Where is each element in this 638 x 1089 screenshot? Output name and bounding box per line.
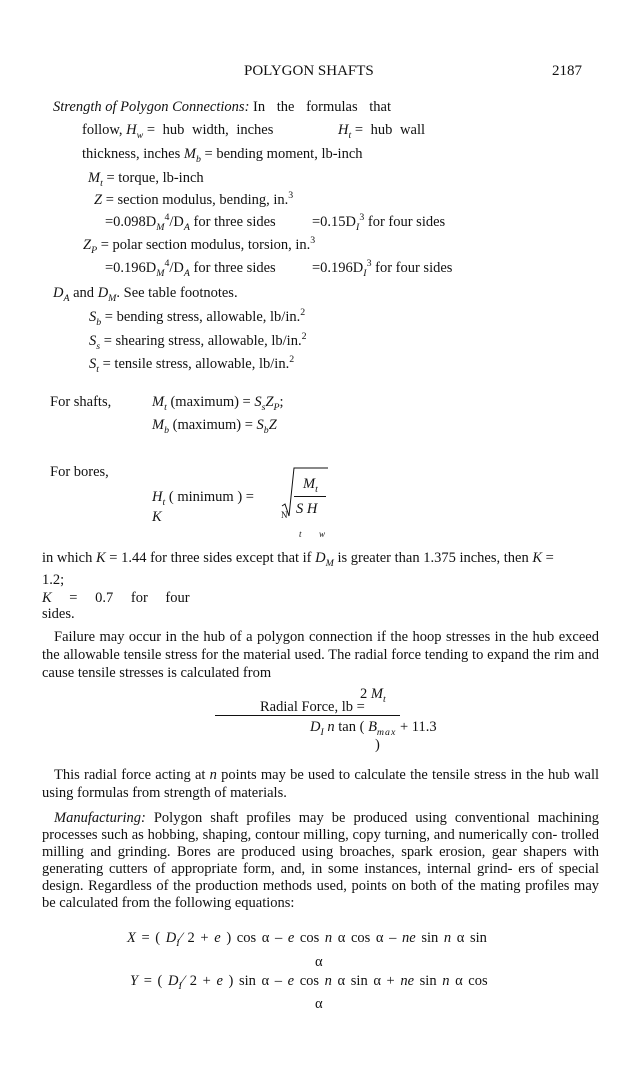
section-modulus-formula-four: $=0.15D_I^3$ for four sides — [312, 212, 446, 233]
strength-heading: Strength of Polygon Connections: — [53, 99, 250, 115]
polar-modulus-formula-four: $=0.196D_I^3$ for four sides — [312, 258, 453, 279]
radial-numerator: 2 $M_t$ — [360, 686, 386, 705]
bores-den-sub-w: w — [319, 529, 326, 539]
bending-stress-line: $S_b$ = bending stress, allowable, lb/in.$^2$ — [89, 307, 306, 328]
shafts-bending-formula: $M_b$ (maximum) = $S_bZ$ — [152, 417, 277, 436]
equation-y: Y = ( $D_I⁄$ 2 + e ) sin α – e cos n α sin α + ne sin n α cos — [130, 973, 488, 992]
k-factor-line: in which K = 1.44 for three sides except that if $D_M$ is greater than 1.375 inches, then K = — [42, 550, 554, 569]
root-index: N — [281, 510, 288, 520]
equation-y-alpha: α — [315, 996, 323, 1012]
tensile-stress-line: $S_t$ = tensile stress, allowable, lb/in.$^2$ — [89, 354, 295, 375]
diameters-line: $D_A$ and $D_M$. See table footnotes. — [53, 285, 238, 304]
section-modulus-line: Z = section modulus, bending, in.$^3$ — [94, 190, 294, 208]
page-number: 2187 — [552, 63, 582, 79]
bores-den-sub-t: t — [299, 529, 302, 539]
shearing-stress-line: $S_s$ = shearing stress, allowable, lb/in.$^2$ — [89, 331, 307, 352]
bores-k: K — [152, 509, 162, 525]
bores-numerator: $M_t$ — [303, 476, 318, 495]
bores-fraction-bar — [294, 496, 326, 497]
strength-heading-line: Strength of Polygon Connections: In the formulas that — [53, 99, 391, 115]
shafts-label: For shafts, — [50, 394, 112, 410]
bores-label: For bores, — [50, 464, 109, 480]
section-modulus-formula-three: $=0.098D_M^4/D_A$ for three sides — [105, 212, 276, 233]
radial-force-label: Radial Force, lb = — [260, 699, 365, 715]
equation-x-alpha: α — [315, 954, 323, 970]
torque-line: $M_t$ = torque, lb-inch — [88, 170, 204, 189]
polar-modulus-formula-three: $=0.196D_M^4/D_A$ for three sides — [105, 258, 276, 279]
shafts-torque-formula: $M_t$ (maximum) = $S_sZ_P$; — [152, 394, 284, 413]
radial-fraction-bar — [215, 715, 400, 716]
bores-denominator: S H — [296, 501, 318, 517]
k-four-sides-line: K = 0.7 for four — [42, 590, 190, 606]
running-header: POLYGON SHAFTS — [244, 63, 374, 79]
hub-wall-line: $H_t$ = hub wall — [338, 122, 426, 141]
k-sides-word: sides. — [42, 606, 75, 622]
polar-modulus-line: $Z_P$ = polar section modulus, torsion, in.$^3$ — [83, 235, 316, 256]
hub-width-line: follow, $H_w$ = hub width, inches — [82, 122, 274, 141]
bores-lhs: $H_t$ ( minimum ) = — [152, 489, 254, 508]
manufacturing-paragraph: Manufacturing: Polygon shaft profiles may be produced using conventional machining processes such as hobbing, shaping, contour milling, copy turning, and numerically con- trolled milling and grinding. Bores are produced using broaches, spark erosion, gear shapers with generating cutters of appropriate form, and, in some instances, internal grind- ers of special design. Regardless of the production methods used, points on both of the mating profiles may be calculated from the following equations: — [42, 810, 599, 911]
k-factor-value-line: 1.2; — [42, 572, 65, 588]
failure-paragraph: Failure may occur in the hub of a polygon connection if the hoop stresses in the hub exceed the allowable tensile stress for the material used. The radial force tending to expand the rim and cause tensile stresses is calculated from — [42, 629, 599, 681]
radial-denominator: $D_I$ n tan ( $B_{max} + 11.3$ — [310, 719, 437, 738]
equation-x: X = ( $D_I⁄$ 2 + e ) cos α – e cos n α cos α – ne sin n α sin — [127, 930, 487, 949]
radial-close-paren: ) — [375, 737, 380, 753]
bending-moment-line: thickness, inches $M_b$ = bending moment, lb-inch — [82, 146, 363, 165]
radial-force-paragraph: This radial force acting at n points may be used to calculate the tensile stress in the hub wall using formulas from strength of materials. — [42, 767, 600, 801]
